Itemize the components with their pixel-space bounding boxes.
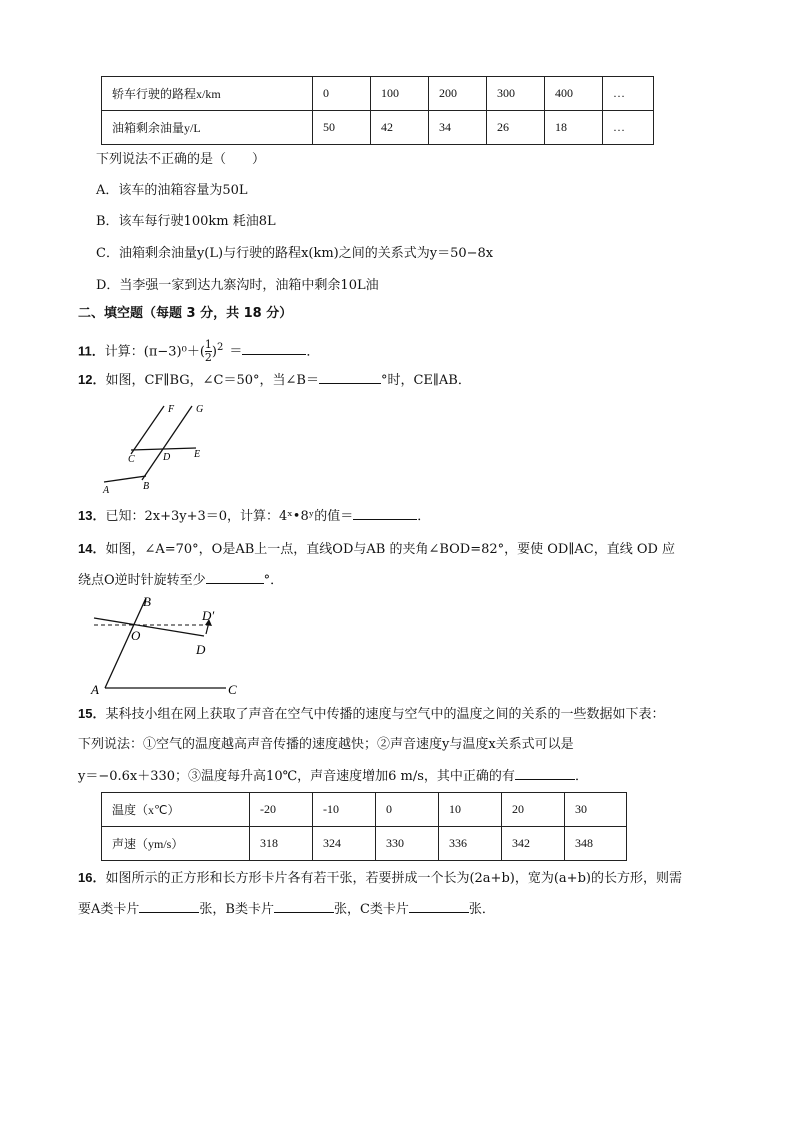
row-header: 油箱剩余油量y/L <box>102 111 313 145</box>
table-cell: 0 <box>313 77 371 111</box>
q16-line1: 如图所示的正方形和长方形卡片各有若干张，若要拼成一个长为(2a+b)，宽为(a+b)的长方形，则需 <box>105 871 682 886</box>
question-14-line2 <box>78 571 283 590</box>
q15-line1: 某科技小组在网上获取了声音在空气中传播的速度与空气中的温度之间的关系的一些数据如下表： <box>105 707 665 722</box>
section-title: 二、填空题（每题 3 分，共 18 分） <box>78 306 293 321</box>
question-14 <box>78 540 675 559</box>
table-cell: 330 <box>376 827 439 861</box>
label-d: D <box>196 642 206 657</box>
table-cell: … <box>603 77 654 111</box>
answer-blank[interactable] <box>242 342 306 355</box>
label-a: A <box>103 485 110 496</box>
temperature-speed-table <box>101 792 627 861</box>
table-cell: 0 <box>376 793 439 827</box>
option-c: C．油箱剩余油量y(L)与行驶的路程x(km)之间的关系式为y＝50−8x <box>96 246 494 261</box>
question-number: 16． <box>78 870 106 885</box>
line-cf <box>131 406 164 454</box>
label-c: C <box>128 454 135 465</box>
q15-line3-text: y＝−0.6x＋330；③温度每升高10℃，声音速度增加6 m/s，其中正确的有 <box>78 769 515 784</box>
row-header: 温度（x℃） <box>102 793 250 827</box>
line-od <box>94 618 204 636</box>
paren-close: ) <box>211 344 217 360</box>
label-e: E <box>194 449 201 460</box>
label-a: A <box>91 682 99 697</box>
label-b: B <box>143 481 150 492</box>
line-ab <box>105 598 146 688</box>
answer-blank[interactable] <box>353 507 417 520</box>
label-f: F <box>168 404 175 415</box>
question-number: 14． <box>78 541 106 556</box>
table-cell: 20 <box>502 793 565 827</box>
question-15-line3 <box>78 767 588 786</box>
table-cell: 336 <box>439 827 502 861</box>
table-cell: 30 <box>565 793 627 827</box>
option-d: D．当李强一家到达九寨沟时，油箱中剩余10L油 <box>96 278 379 293</box>
option-b: B．该车每行驶100km 耗油8L <box>96 214 276 229</box>
line-ab <box>104 476 146 482</box>
q14-line1: 如图，∠A=70°，O是AB上一点，直线OD与AB 的夹角∠BOD=82°，要使 OD∥AC，直线 OD 应 <box>105 542 676 557</box>
table-cell: 100 <box>371 77 429 111</box>
equals-sign: ＝ <box>229 344 243 360</box>
label-b: B <box>143 594 151 609</box>
period: ． <box>417 509 431 524</box>
q16-text-d: 张． <box>468 902 495 917</box>
table-row <box>102 77 654 111</box>
fraction-denominator: 2 <box>204 351 212 365</box>
label-d-prime: D′ <box>202 608 215 623</box>
question-number: 15． <box>78 706 106 721</box>
q14-rotation-figure <box>88 590 248 698</box>
question-16-line2 <box>78 900 495 919</box>
table-cell: 300 <box>487 77 545 111</box>
table-cell: 18 <box>545 111 603 145</box>
question-12 <box>78 371 471 390</box>
answer-blank-c[interactable] <box>409 900 469 913</box>
q12-parallel-lines-figure <box>100 398 220 496</box>
answer-blank[interactable] <box>515 767 575 780</box>
q13-text: 已知：2x+3y+3＝0，计算：4ˣ•8ʸ的值＝ <box>105 509 354 524</box>
answer-blank-a[interactable] <box>139 900 199 913</box>
table-cell: … <box>603 111 654 145</box>
table-cell: 324 <box>313 827 376 861</box>
question-stem: 下列说法不正确的是（ ） <box>96 152 266 167</box>
q16-text-a: 要A类卡片 <box>78 902 140 917</box>
q16-text-c: 张，C类卡片 <box>333 902 409 917</box>
fraction-numerator: 1 <box>204 338 212 352</box>
table-row <box>102 111 654 145</box>
question-number: 11． <box>78 343 105 359</box>
exponent: 2 <box>216 342 224 353</box>
option-a: A．该车的油箱容量为50L <box>96 183 248 198</box>
table-cell: -10 <box>313 793 376 827</box>
table-cell: 342 <box>502 827 565 861</box>
q12-text-after: °时，CE∥AB． <box>380 373 471 388</box>
answer-blank[interactable] <box>319 371 381 384</box>
table-cell: 348 <box>565 827 627 861</box>
question-13 <box>78 507 430 526</box>
distance-fuel-table <box>101 76 654 145</box>
fraction <box>205 339 212 364</box>
question-number: 13． <box>78 508 106 523</box>
table-cell: 200 <box>429 77 487 111</box>
degree-end: °． <box>263 573 284 588</box>
label-o: O <box>131 628 141 643</box>
label-c: C <box>228 682 237 697</box>
question-number: 12． <box>78 372 106 387</box>
question-11 <box>78 333 319 363</box>
period: ． <box>306 344 320 360</box>
table-row <box>102 827 627 861</box>
table-cell: 42 <box>371 111 429 145</box>
label-d: D <box>163 452 171 463</box>
line-bg <box>142 406 192 480</box>
answer-blank[interactable] <box>206 571 264 584</box>
table-cell: 26 <box>487 111 545 145</box>
label-g: G <box>196 404 204 415</box>
answer-blank-b[interactable] <box>274 900 334 913</box>
row-header: 轿车行驶的路程x/km <box>102 77 313 111</box>
q12-text: 如图，CF∥BG，∠C＝50°，当∠B＝ <box>105 373 319 388</box>
period: ． <box>574 769 588 784</box>
table-cell: 34 <box>429 111 487 145</box>
table-row <box>102 793 627 827</box>
question-15 <box>78 705 664 724</box>
table-cell: 400 <box>545 77 603 111</box>
table-cell: -20 <box>250 793 313 827</box>
table-cell: 50 <box>313 111 371 145</box>
q11-expression: 计算：(π−3)⁰＋( <box>104 344 205 360</box>
q16-text-b: 张，B类卡片 <box>199 902 274 917</box>
q14-line2-text: 绕点O逆时针旋转至少 <box>78 573 206 588</box>
row-header: 声速（ym/s） <box>102 827 250 861</box>
table-cell: 318 <box>250 827 313 861</box>
question-16 <box>78 869 682 888</box>
q15-line2: 下列说法：①空气的温度越高声音传播的速度越快；②声音速度y与温度x关系式可以是 <box>78 737 574 752</box>
table-cell: 10 <box>439 793 502 827</box>
